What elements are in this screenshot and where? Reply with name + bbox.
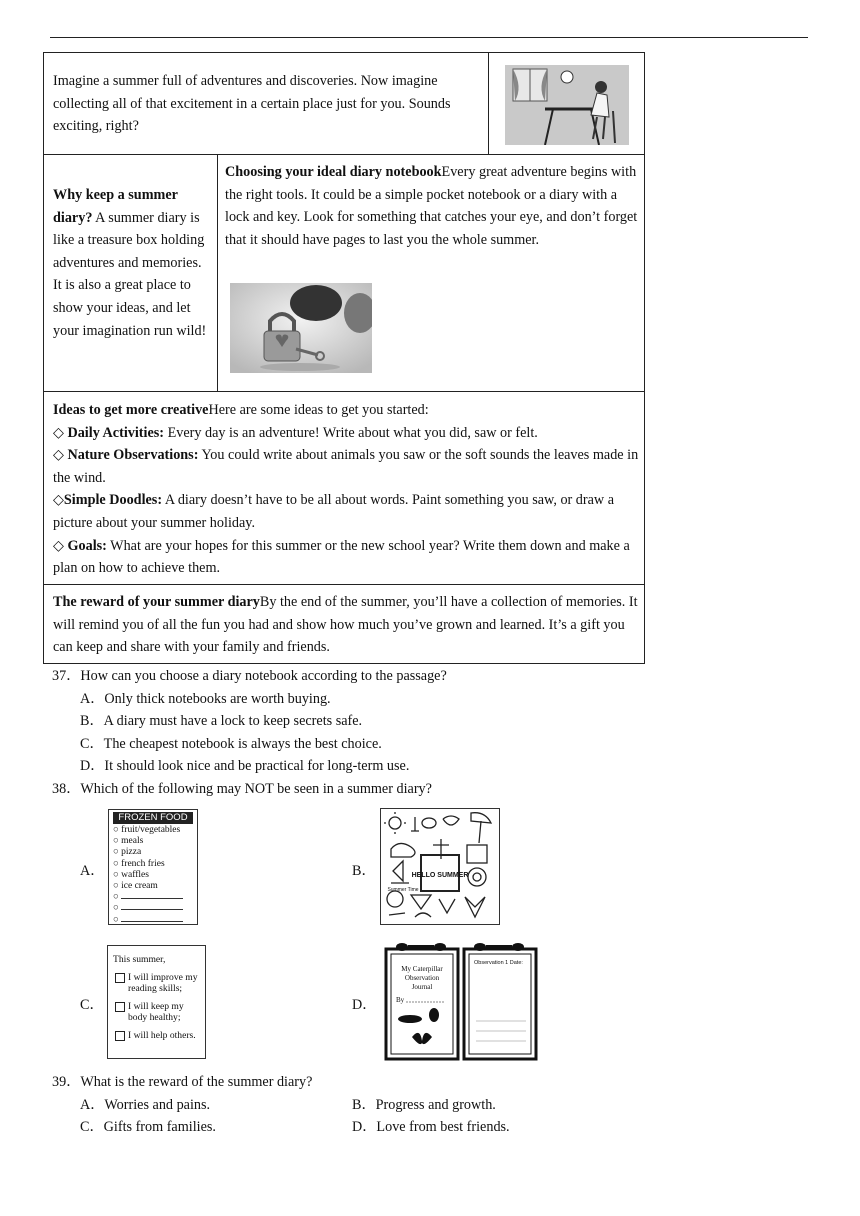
- choosing-body: Every great adventure begins with the right tools. It could be a simple pocket notebook or a diary with a lock and key. Look for something that catches your eye, and don’t forget that it should have pages to last you the whole summer.: [225, 164, 638, 248]
- list-item: ○ french fries: [113, 858, 165, 869]
- q39-stem: 39．What is the reward of the summer diary?: [52, 1074, 313, 1090]
- goal-item: I will help others.: [113, 1030, 200, 1042]
- q38-stem: 38．Which of the following may NOT be seen in a summer diary?: [52, 781, 432, 797]
- summer-time-caption: Summer Time: [387, 887, 419, 893]
- journal-title: My Caterpillar Observation Journal: [401, 965, 443, 991]
- ideas-text: [53, 399, 641, 580]
- idea-title: Daily Activities:: [67, 424, 165, 441]
- intro-text: Imagine a summer full of adventures and discoveries. Now imagine collecting all of that excitement in a certain place just for you. Sounds exciting, right?: [53, 73, 451, 135]
- intro-cell: [43, 52, 489, 155]
- q38-label-b[interactable]: B．: [352, 863, 376, 879]
- ideas-intro-line: [53, 399, 641, 422]
- why-heading: Why keep a summer diary?: [53, 187, 178, 226]
- choosing-heading: Choosing your ideal diary notebook: [225, 164, 442, 180]
- idea-item: [53, 489, 641, 534]
- idea-text: A diary doesn’t have to be all about words. Paint something you saw, or draw a picture about your summer holiday.: [53, 492, 615, 531]
- blank-line: ○: [113, 915, 193, 926]
- list-item: ○ meals: [113, 836, 144, 847]
- list-item: ○ fruit/vegetables: [113, 825, 181, 835]
- q39-option-d[interactable]: D．Love from best friends.: [352, 1119, 510, 1135]
- blank-line: ○: [113, 892, 193, 903]
- idea-text: You could write about animals you saw or the soft sounds the leaves made in the wind.: [53, 447, 639, 486]
- reward-cell: [43, 584, 645, 664]
- list-item: ○ ice cream: [113, 881, 158, 892]
- ideas-intro: Here are some ideas to get you started:: [208, 402, 429, 418]
- hello-summer-doodles-image[interactable]: [380, 808, 500, 925]
- diamond-icon: ◇: [53, 492, 64, 509]
- q37-option-a[interactable]: A．Only thick notebooks are worth buying.: [80, 691, 331, 707]
- frozen-food-list: [113, 825, 193, 926]
- frozen-food-title: FROZEN FOOD: [113, 812, 193, 824]
- summer-doodles: [381, 809, 498, 923]
- goal-item: I will improve my reading skills;: [113, 972, 200, 995]
- summer-goals-image[interactable]: [107, 945, 206, 1059]
- q38-label-c[interactable]: C．: [80, 997, 104, 1013]
- observation-date: Observation 1 Date:: [474, 960, 523, 966]
- reward-heading: The reward of your summer diary: [53, 594, 260, 610]
- goals-head: This summer,: [113, 954, 166, 965]
- q37-stem: 37．How can you choose a diary notebook according to the passage?: [52, 668, 447, 684]
- caterpillar-journal-image[interactable]: [384, 941, 538, 1061]
- idea-item: [53, 422, 641, 445]
- idea-text: What are your hopes for this summer or the new school year? Write them down and make a plan on how to achieve them.: [53, 537, 630, 577]
- why-cell: [43, 154, 218, 392]
- ideas-heading: Ideas to get more creative: [53, 402, 209, 418]
- diamond-icon: ◇: [53, 447, 68, 464]
- diamond-icon: ◇: [53, 424, 68, 441]
- journal-by: By: [396, 996, 405, 1004]
- q37-option-c[interactable]: C．The cheapest notebook is always the best choice.: [80, 736, 382, 752]
- frozen-food-list-image[interactable]: [108, 809, 198, 925]
- choosing-text: [225, 161, 639, 251]
- top-rule: [50, 37, 808, 38]
- q39-option-a[interactable]: A．Worries and pains.: [80, 1097, 211, 1113]
- q39-option-b[interactable]: B．Progress and growth.: [352, 1097, 496, 1113]
- list-item: ○ waffles: [113, 869, 149, 880]
- hello-summer-label: HELLO SUMMER: [411, 872, 469, 879]
- list-item: ○ pizza: [113, 847, 142, 858]
- why-body: A summer diary is like a treasure box holding adventures and memories. It is also a great place to show your ideas, and let your imagination run wild!: [53, 209, 207, 339]
- goal-item: I will keep my body healthy;: [113, 1001, 200, 1024]
- q37-option-d[interactable]: D．It should look nice and be practical for long-term use.: [80, 758, 410, 774]
- journal-pages: [384, 941, 538, 1061]
- q38-label-d[interactable]: D．: [352, 997, 377, 1013]
- ideas-cell: [43, 391, 645, 585]
- idea-title: Nature Observations:: [67, 447, 199, 464]
- q37-option-b[interactable]: B．A diary must have a lock to keep secrets safe.: [80, 713, 363, 729]
- idea-text: Every day is an adventure! Write about what you did, saw or felt.: [164, 424, 538, 441]
- idea-item: [53, 444, 641, 489]
- intro-image-cell: [488, 52, 645, 155]
- idea-title: Goals:: [67, 537, 107, 554]
- why-text: [53, 184, 211, 342]
- reward-body: By the end of the summer, you’ll have a collection of memories. It will remind you of all the fun you had and show how much you’ve grown and learned. It’s a gift you can keep and share with your family and friends.: [53, 594, 638, 656]
- choosing-cell: [217, 154, 645, 392]
- blank-line: ○: [113, 903, 193, 914]
- idea-title: Simple Doodles:: [63, 492, 163, 509]
- q39-option-c[interactable]: C．Gifts from families.: [80, 1119, 216, 1135]
- diamond-icon: ◇: [53, 537, 68, 554]
- idea-item: [53, 535, 641, 580]
- lock-and-key-image: [230, 283, 372, 373]
- reward-text: [53, 591, 641, 659]
- q38-label-a[interactable]: A．: [80, 863, 105, 879]
- girl-at-desk-image: [505, 65, 629, 145]
